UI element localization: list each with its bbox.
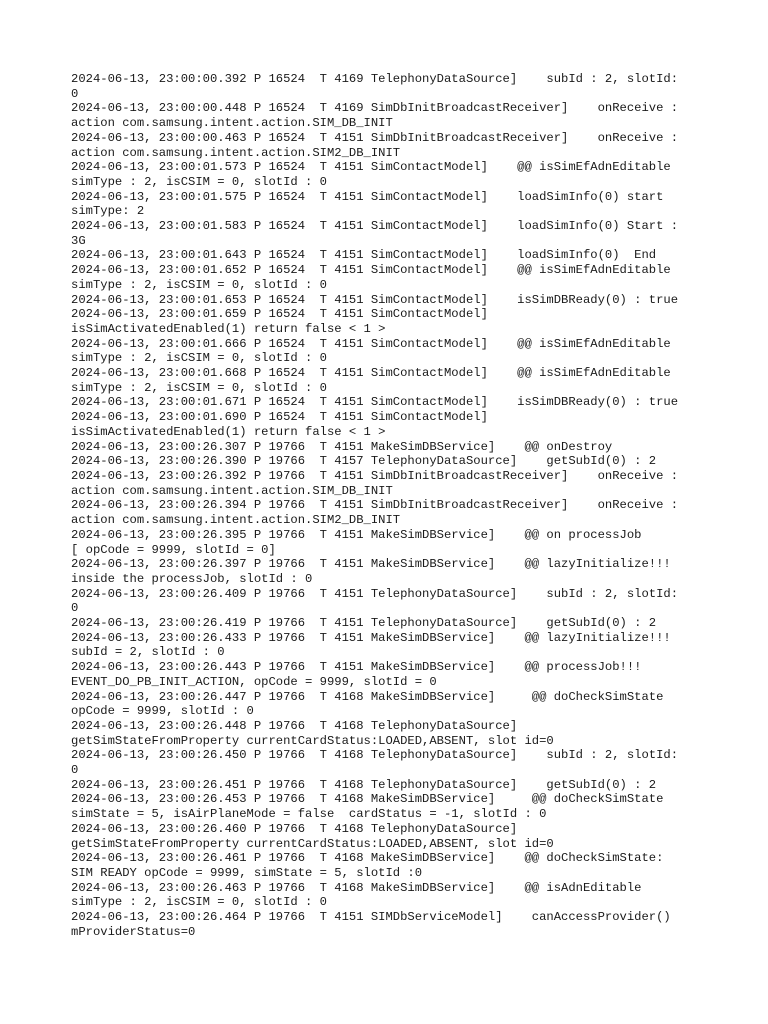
log-line: 2024-06-13, 23:00:26.443 P 19766 T 4151 MakeSimDBService] @@ processJob!!! xyxy=(71,660,642,675)
log-line: opCode = 9999, slotId : 0 xyxy=(71,704,254,719)
log-line: 2024-06-13, 23:00:26.419 P 19766 T 4151 TelephonyDataSource] getSubId(0) : 2 xyxy=(71,616,657,631)
log-line: simType: 2 xyxy=(71,204,145,219)
log-line: 2024-06-13, 23:00:01.671 P 16524 T 4151 SimContactModel] isSimDBReady(0) : true xyxy=(71,395,679,410)
log-line: 2024-06-13, 23:00:26.409 P 19766 T 4151 TelephonyDataSource] subId : 2, slotId: xyxy=(71,586,679,601)
log-line: getSimStateFromProperty currentCardStatus:LOADED,ABSENT, slot id=0 xyxy=(71,733,554,748)
log-line: simType : 2, isCSIM = 0, slotId : 0 xyxy=(71,277,327,292)
log-line: 2024-06-13, 23:00:26.390 P 19766 T 4157 TelephonyDataSource] getSubId(0) : 2 xyxy=(71,454,657,469)
log-line: simState = 5, isAirPlaneMode = false cardStatus = -1, slotId : 0 xyxy=(71,807,547,822)
log-line: 2024-06-13, 23:00:00.392 P 16524 T 4169 TelephonyDataSource] subId : 2, slotId: xyxy=(71,72,679,86)
log-line: 2024-06-13, 23:00:26.395 P 19766 T 4151 MakeSimDBService] @@ on processJob xyxy=(71,527,642,542)
log-line: action com.samsung.intent.action.SIM_DB_INIT xyxy=(71,116,393,131)
log-line: EVENT_DO_PB_INIT_ACTION, opCode = 9999, slotId = 0 xyxy=(71,674,437,689)
log-line: 2024-06-13, 23:00:01.666 P 16524 T 4151 SimContactModel] @@ isSimEfAdnEditable xyxy=(71,336,671,351)
log-line: 2024-06-13, 23:00:01.653 P 16524 T 4151 SimContactModel] isSimDBReady(0) : true xyxy=(71,292,679,307)
log-line: 3G xyxy=(71,233,86,248)
log-line: 2024-06-13, 23:00:26.397 P 19766 T 4151 MakeSimDBService] @@ lazyInitialize!!! xyxy=(71,557,671,572)
log-line: inside the processJob, slotId : 0 xyxy=(71,571,313,586)
log-line: 2024-06-13, 23:00:01.668 P 16524 T 4151 SimContactModel] @@ isSimEfAdnEditable xyxy=(71,366,671,381)
log-text xyxy=(71,72,731,939)
log-line: simType : 2, isCSIM = 0, slotId : 0 xyxy=(71,174,327,189)
log-line: 2024-06-13, 23:00:26.392 P 19766 T 4151 SimDbInitBroadcastReceiver] onReceive : xyxy=(71,468,679,483)
log-line: 2024-06-13, 23:00:26.448 P 19766 T 4168 TelephonyDataSource] xyxy=(71,718,518,733)
log-line: 2024-06-13, 23:00:26.433 P 19766 T 4151 MakeSimDBService] @@ lazyInitialize!!! xyxy=(71,630,671,645)
log-line: [ opCode = 9999, slotId = 0] xyxy=(71,542,276,557)
log-line: simType : 2, isCSIM = 0, slotId : 0 xyxy=(71,380,327,395)
log-line: simType : 2, isCSIM = 0, slotId : 0 xyxy=(71,351,327,366)
log-line: 2024-06-13, 23:00:00.463 P 16524 T 4151 SimDbInitBroadcastReceiver] onReceive : xyxy=(71,130,679,145)
log-line: 2024-06-13, 23:00:01.659 P 16524 T 4151 SimContactModel] xyxy=(71,307,488,322)
log-line: simType : 2, isCSIM = 0, slotId : 0 xyxy=(71,895,327,910)
log-line: 2024-06-13, 23:00:01.643 P 16524 T 4151 SimContactModel] loadSimInfo(0) End xyxy=(71,248,657,263)
log-line: 2024-06-13, 23:00:01.583 P 16524 T 4151 SimContactModel] loadSimInfo(0) Start : xyxy=(71,219,679,234)
log-line: 2024-06-13, 23:00:26.394 P 19766 T 4151 SimDbInitBroadcastReceiver] onReceive : xyxy=(71,498,679,513)
log-line: 2024-06-13, 23:00:26.447 P 19766 T 4168 MakeSimDBService] @@ doCheckSimState xyxy=(71,689,664,704)
log-line: 0 xyxy=(71,763,79,778)
log-line: 2024-06-13, 23:00:26.464 P 19766 T 4151 SIMDbServiceModel] canAccessProvider() xyxy=(71,910,671,925)
log-line: 2024-06-13, 23:00:00.448 P 16524 T 4169 SimDbInitBroadcastReceiver] onReceive : xyxy=(71,101,679,116)
log-line: 2024-06-13, 23:00:26.450 P 19766 T 4168 TelephonyDataSource] subId : 2, slotId: xyxy=(71,748,679,763)
log-line: mProviderStatus=0 xyxy=(71,924,196,939)
log-line: 2024-06-13, 23:00:26.451 P 19766 T 4168 TelephonyDataSource] getSubId(0) : 2 xyxy=(71,777,657,792)
log-line: getSimStateFromProperty currentCardStatus:LOADED,ABSENT, slot id=0 xyxy=(71,836,554,851)
log-line: action com.samsung.intent.action.SIM2_DB_INIT xyxy=(71,145,401,160)
log-line: 2024-06-13, 23:00:26.461 P 19766 T 4168 MakeSimDBService] @@ doCheckSimState: xyxy=(71,851,664,866)
log-line: 2024-06-13, 23:00:01.652 P 16524 T 4151 SimContactModel] @@ isSimEfAdnEditable xyxy=(71,263,671,278)
log-line: isSimActivatedEnabled(1) return false < 1 > xyxy=(71,424,386,439)
log-line: 2024-06-13, 23:00:26.453 P 19766 T 4168 MakeSimDBService] @@ doCheckSimState xyxy=(71,792,664,807)
log-line: SIM READY opCode = 9999, simState = 5, slotId :0 xyxy=(71,865,423,880)
log-line: 2024-06-13, 23:00:01.690 P 16524 T 4151 SimContactModel] xyxy=(71,410,488,425)
log-line: 0 xyxy=(71,601,79,616)
log-line: isSimActivatedEnabled(1) return false < 1 > xyxy=(71,321,386,336)
log-line: 0 xyxy=(71,86,79,101)
log-line: 2024-06-13, 23:00:26.463 P 19766 T 4168 MakeSimDBService] @@ isAdnEditable xyxy=(71,880,642,895)
log-line: 2024-06-13, 23:00:01.575 P 16524 T 4151 SimContactModel] loadSimInfo(0) start xyxy=(71,189,664,204)
log-line: action com.samsung.intent.action.SIM_DB_INIT xyxy=(71,483,393,498)
log-line: 2024-06-13, 23:00:26.460 P 19766 T 4168 TelephonyDataSource] xyxy=(71,821,518,836)
log-line: 2024-06-13, 23:00:26.307 P 19766 T 4151 MakeSimDBService] @@ onDestroy xyxy=(71,439,613,454)
log-line: 2024-06-13, 23:00:01.573 P 16524 T 4151 SimContactModel] @@ isSimEfAdnEditable xyxy=(71,160,671,175)
log-line: action com.samsung.intent.action.SIM2_DB_INIT xyxy=(71,513,401,528)
log-line: subId = 2, slotId : 0 xyxy=(71,645,225,660)
